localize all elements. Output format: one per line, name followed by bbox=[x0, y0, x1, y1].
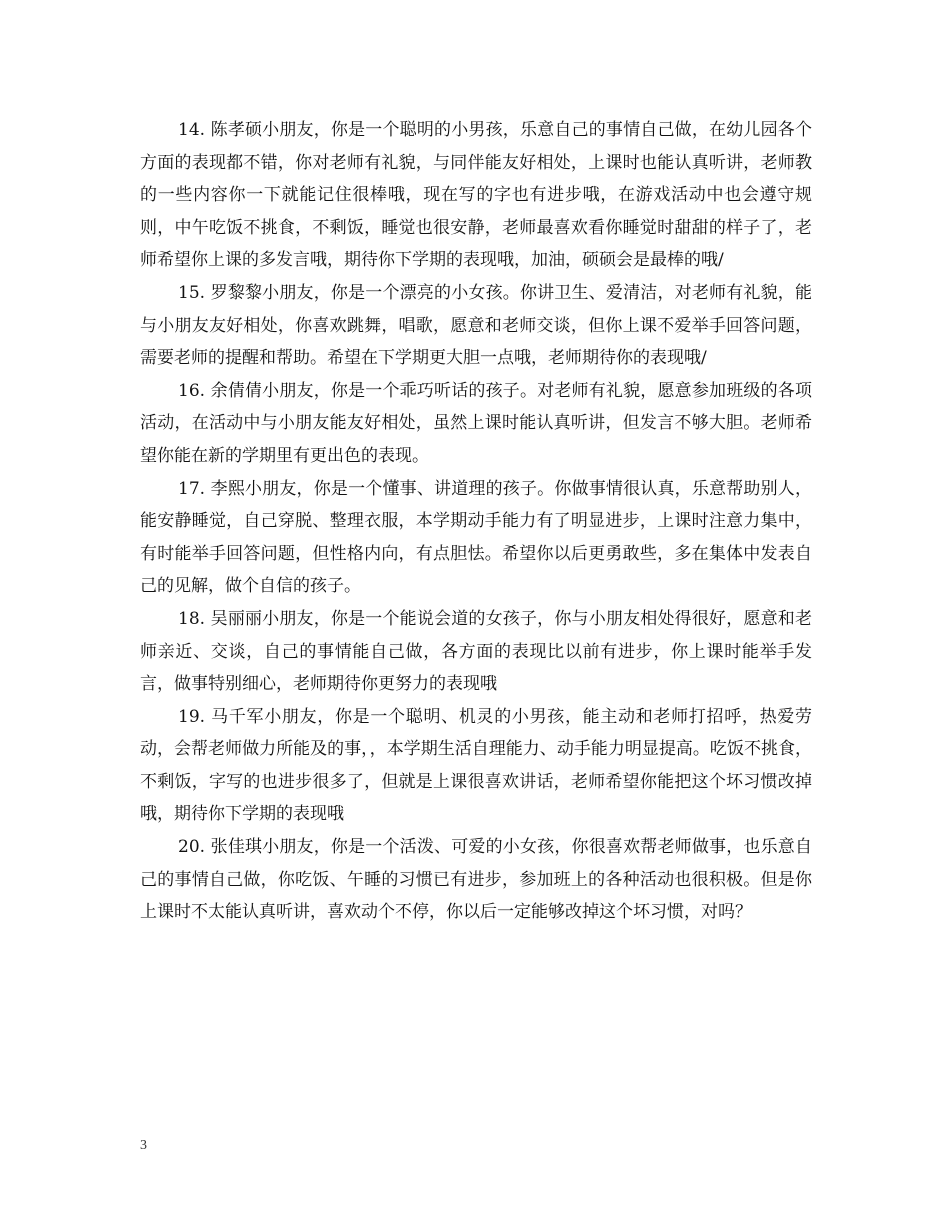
paragraph-14: 14. 陈孝硕小朋友，你是一个聪明的小男孩，乐意自己的事情自己做，在幼儿园各个方面的表现都不错，你对老师有礼貌，与同伴能友好相处，上课时也能认真听讲，老师教的一些内容你一下就能记住很棒哦，现在写的字也有进步哦，在游戏活动中也会遵守规则，中午吃饭不挑食，不剩饭，睡觉也很安静，老师最喜欢看你睡觉时甜甜的样子了，老师希望你上课的多发言哦，期待你下学期的表现哦，加油，硕硕会是最棒的哦/ bbox=[140, 120, 812, 271]
paragraph-18: 18. 吴丽丽小朋友，你是一个能说会道的女孩子，你与小朋友相处得很好，愿意和老师亲近、交谈，自己的事情能自己做，各方面的表现比以前有进步，你上课时能举手发言，做事特别细心，老师期待你更努力的表现哦 bbox=[140, 608, 812, 695]
document-body bbox=[140, 114, 812, 929]
paragraph-15: 15. 罗黎黎小朋友，你是一个漂亮的小女孩。你讲卫生、爱清洁，对老师有礼貌，能与小朋友友好相处，你喜欢跳舞，唱歌，愿意和老师交谈，但你上课不爱举手回答问题，需要老师的提醒和帮助。希望在下学期更大胆一点哦，老师期待你的表现哦/ bbox=[140, 282, 812, 369]
paragraph-19: 19. 马千军小朋友，你是一个聪明、机灵的小男孩，能主动和老师打招呼，热爱劳动，会帮老师做力所能及的事，，本学期生活自理能力、动手能力明显提高。吃饭不挑食，不剩饭，字写的也进步很多了，但就是上课很喜欢讲话，老师希望你能把这个坏习惯改掉哦，期待你下学期的表现哦 bbox=[140, 706, 812, 825]
paragraph-17: 17. 李熙小朋友，你是一个懂事、讲道理的孩子。你做事情很认真，乐意帮助别人，能安静睡觉，自己穿脱、整理衣服，本学期动手能力有了明显进步，上课时注意力集中，有时能举手回答问题，但性格内向，有点胆怯。希望你以后更勇敢些，多在集体中发表自己的见解，做个自信的孩子。 bbox=[140, 478, 812, 597]
paragraph-20: 20. 张佳琪小朋友，你是一个活泼、可爱的小女孩，你很喜欢帮老师做事，也乐意自己的事情自己做，你吃饭、午睡的习惯已有进步，参加班上的各种活动也很积极。但是你上课时不太能认真听讲，喜欢动个不停，你以后一定能够改掉这个坏习惯，对吗？ bbox=[140, 837, 812, 923]
paragraph-16: 16. 余倩倩小朋友，你是一个乖巧听话的孩子。对老师有礼貌，愿意参加班级的各项活动，在活动中与小朋友能友好相处，虽然上课时能认真听讲，但发言不够大胆。老师希望你能在新的学期里有更出色的表现。 bbox=[140, 380, 812, 466]
page-number: 3 bbox=[140, 1138, 147, 1153]
